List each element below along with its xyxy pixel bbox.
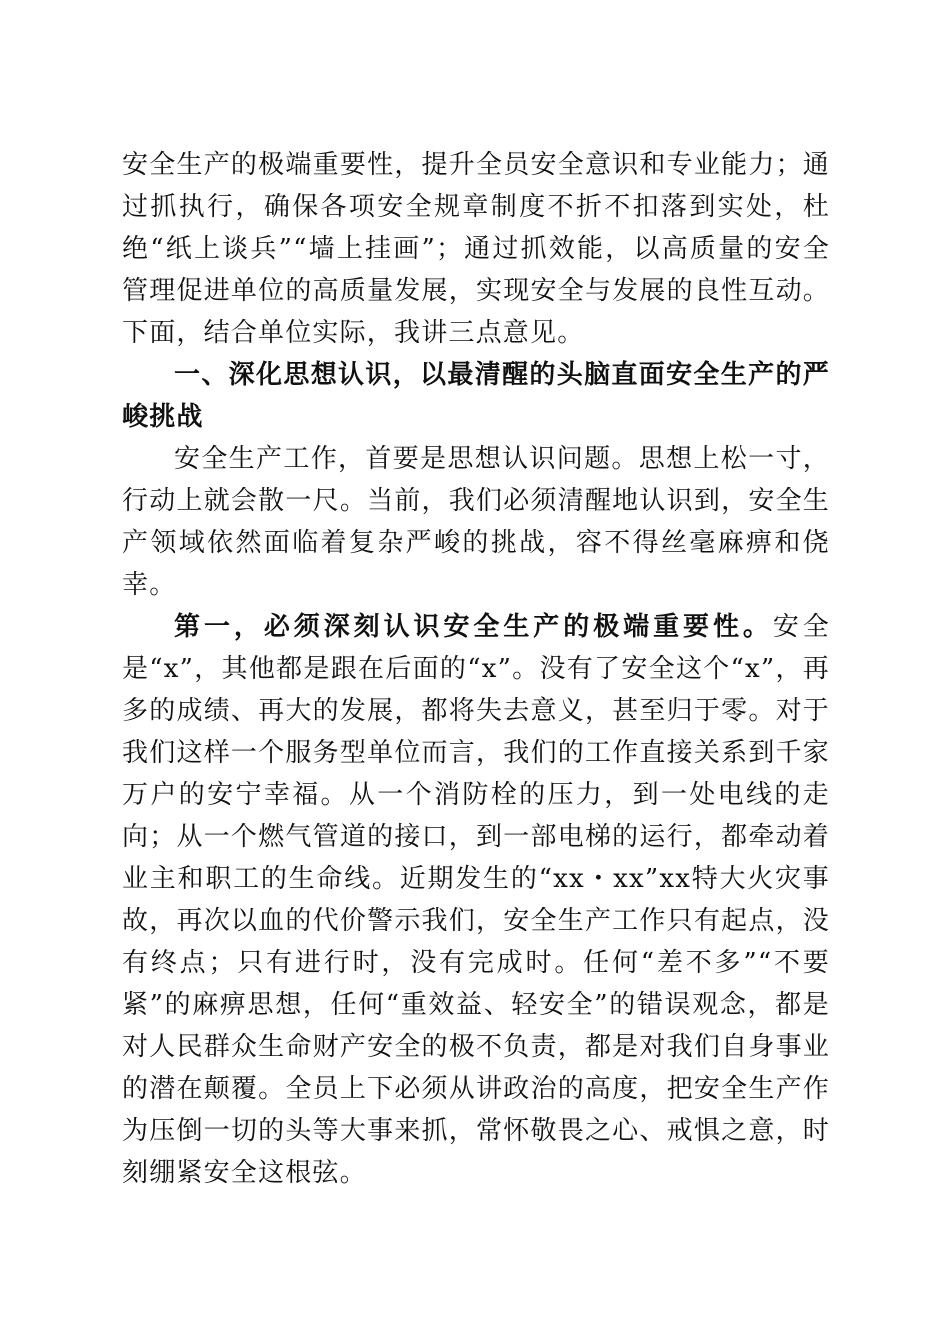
section-paragraph: 安全生产工作，首要是思想认识问题。思想上松一寸，行动上就会散一尺。当前，我们必须清醒地认识到，安全生产领域依然面临着复杂严峻的挑战，容不得丝毫麻痹和侥幸。 <box>122 444 830 600</box>
point-body: 安全是“x”，其他都是跟在后面的“x”。没有了安全这个“x”，再多的成绩、再大的发展，都将失去意义，甚至归于零。对于我们这样一个服务型单位而言，我们的工作直接关系到千家万户的安宁幸福。从一个消防栓的压力，到一处电线的走向；从一个燃气管道的接口，到一部电梯的运行，都牵动着业主和职工的生命线。近期发生的“xx・xx”xx特大火灾事故，再次以血的代价警示我们，安全生产工作只有起点，没有终点；只有进行时，没有完成时。任何“差不多”“不要紧”的麻痹思想，任何“重效益、轻安全”的错误观念，都是对人民群众生命财产安全的极不负责，都是对我们自身事业的潜在颠覆。全员上下必须从讲政治的高度，把安全生产作为压倒一切的头等大事来抓，常怀敬畏之心、戒惧之意，时刻绷紧安全这根弦。 <box>122 612 830 1188</box>
intro-paragraph: 安全生产的极端重要性，提升全员安全意识和专业能力；通过抓执行，确保各项安全规章制度不折不扣落到实处，杜绝“纸上谈兵”“墙上挂画”；通过抓效能，以高质量的安全管理促进单位的高质量发展，实现安全与发展的良性互动。下面，结合单位实际，我讲三点意见。 <box>122 150 830 348</box>
section-heading: 一、深化思想认识，以最清醒的头脑直面安全生产的严峻挑战 <box>122 360 830 432</box>
point-lead: 第一，必须深刻认识安全生产的极端重要性。 <box>174 612 773 642</box>
point-paragraph <box>122 606 830 1194</box>
document-body <box>122 144 830 1194</box>
